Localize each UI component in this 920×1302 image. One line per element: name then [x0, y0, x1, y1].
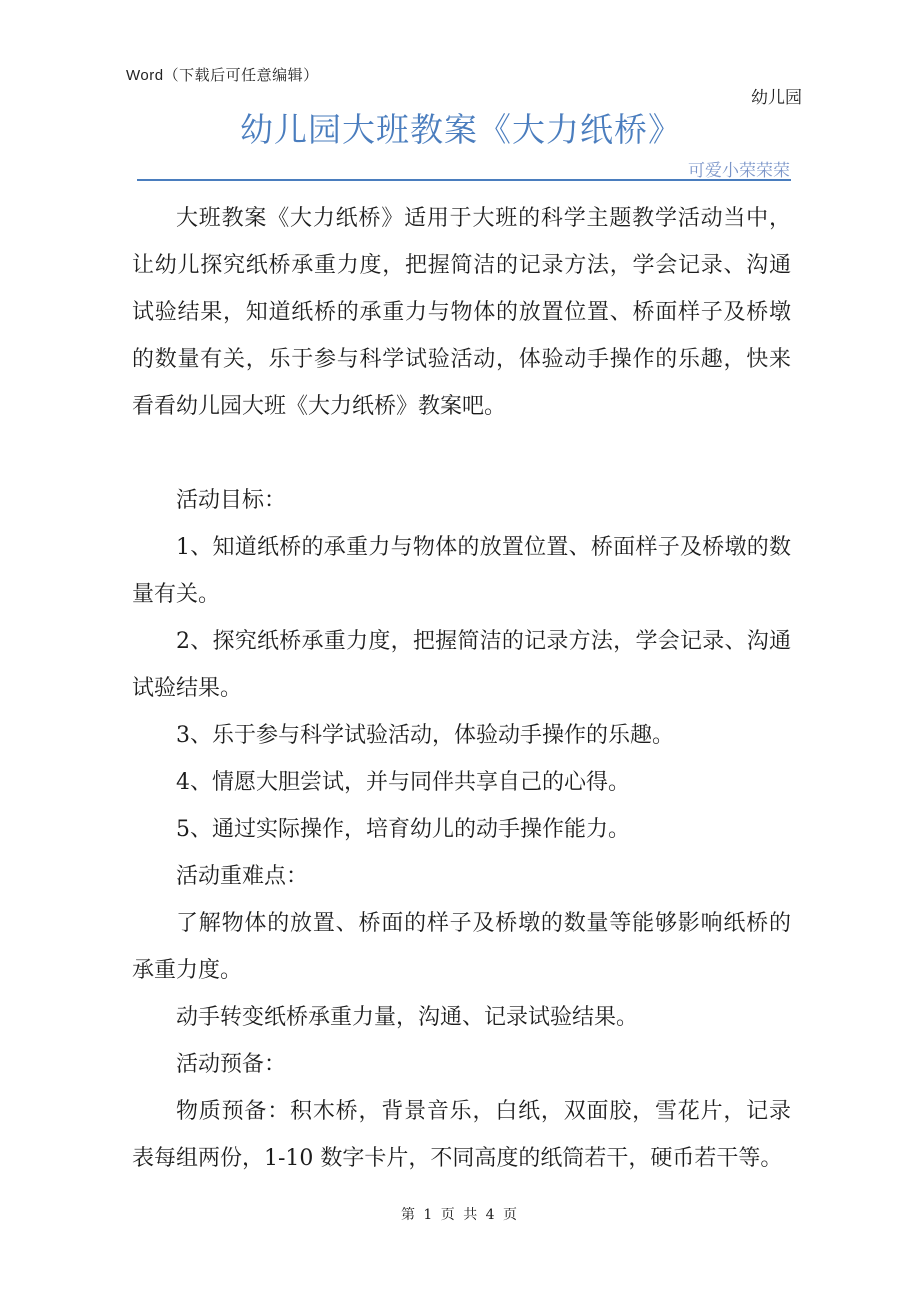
paragraph: 物质预备：积木桥，背景音乐，白纸，双面胶，雪花片，记录表每组两份，1-10 数字卡片，不同高度的纸筒若干，硬币若干等。 [132, 1099, 791, 1171]
paragraph: 大班教案《大力纸桥》适用于大班的科学主题教学活动当中，让幼儿探究纸桥承重力度，把握简洁的记录方法，学会记录、沟通试验结果，知道纸桥的承重力与物体的放置位置、桥面样子及桥墩的数量有关，乐于参与科学试验活动，体验动手操作的乐趣，快来看看幼儿园大班《大力纸桥》教案吧。 [132, 206, 791, 419]
header-watermark-note: Word（下载后可任意编辑） [126, 67, 319, 84]
title-divider-rule [137, 179, 791, 181]
paragraph: 了解物体的放置、桥面的样子及桥墩的数量等能够影响纸桥的承重力度。 [132, 911, 791, 983]
page-title: 幼儿园大班教案《大力纸桥》 [240, 110, 682, 149]
paragraph-blank [132, 430, 791, 477]
paragraph: 活动预备： [176, 1052, 287, 1077]
document-body [132, 195, 791, 1182]
page-footer: 第 1 页 共 4 页 [400, 1207, 520, 1223]
paragraph: 2、探究纸桥承重力度，把握简洁的记录方法，学会记录、沟通试验结果。 [132, 629, 791, 701]
paragraph: 活动重难点： [176, 864, 309, 889]
header-corner-label: 幼儿园 [751, 88, 802, 108]
paragraph: 1、知道纸桥的承重力与物体的放置位置、桥面样子及桥墩的数量有关。 [132, 535, 791, 607]
paragraph: 3、乐于参与科学试验活动，体验动手操作的乐趣。 [176, 723, 674, 748]
paragraph: 活动目标： [176, 488, 287, 513]
paragraph: 5、通过实际操作，培育幼儿的动手操作能力。 [176, 817, 630, 842]
paragraph: 动手转变纸桥承重力量，沟通、记录试验结果。 [176, 1005, 639, 1030]
author-byline: 可爱小荣荣荣 [688, 161, 790, 181]
paragraph: 4、情愿大胆尝试，并与同伴共享自己的心得。 [176, 770, 630, 795]
